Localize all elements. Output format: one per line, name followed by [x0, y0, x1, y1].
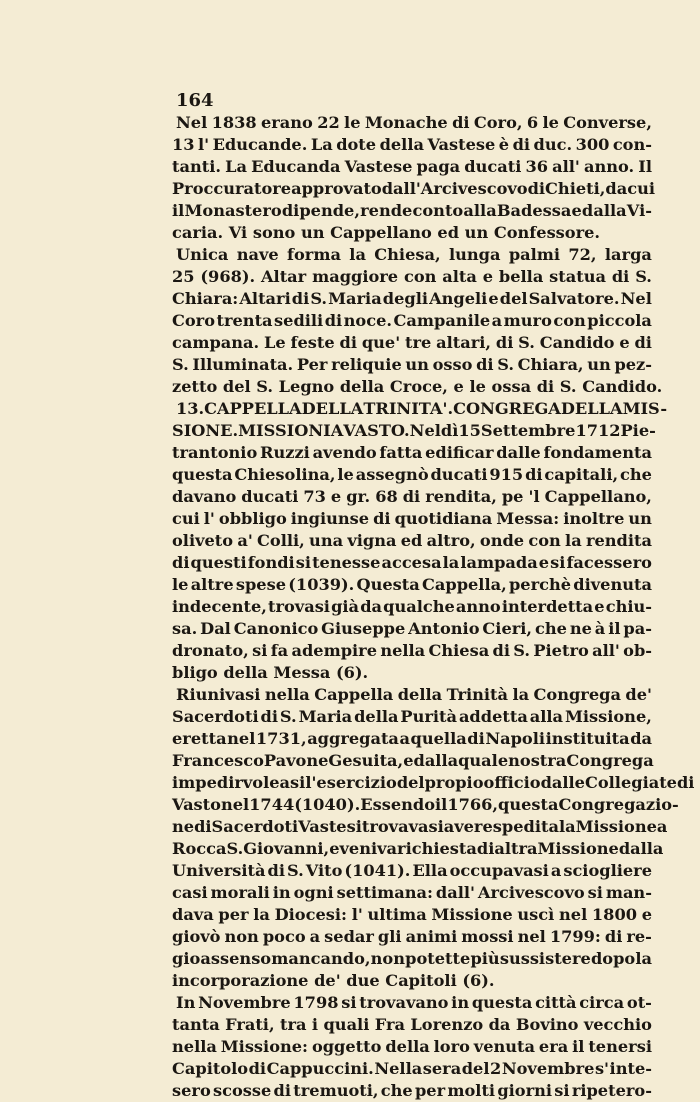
text-line: le altre spese (1039). Questa Cappella, perchè divenuta — [172, 575, 652, 594]
text-line: dronato, si fa adempire nella Chiesa di S. Pietro all' ob- — [172, 641, 652, 660]
text-line: giovò non poco a sedar gli animi mossi nel 1799: di re- — [172, 927, 652, 946]
text-line: zetto del S. Legno della Croce, e le ossa di S. Candido. — [172, 377, 663, 396]
text-line: Francesco Pavone Gesuita, ed alla quale nostra Congrega — [172, 751, 654, 770]
text-line: impedir voleasi l'esercizio del propio officio dalle Collegiate di — [172, 773, 695, 792]
text-line: Coro trenta sedili di noce. Campanile a muro con piccola — [172, 311, 652, 330]
text-line: In Novembre 1798 si trovavano in questa città circa ot- — [176, 993, 652, 1012]
text-line: caria. Vi sono un Cappellano ed un Confessore. — [172, 223, 601, 242]
text-line: il Monastero dipende, rende conto alla Badessa ed alla Vi- — [172, 201, 652, 220]
text-line: SIONE. MISSIONI A VASTO. Nel dì 15 Settembre 1712 Pie- — [172, 421, 656, 440]
text-line: campana. Le feste di que' tre altari, di S. Candido e di — [172, 333, 652, 352]
text-line: tanti. La Educanda Vastese paga ducati 36 all' anno. Il — [172, 157, 652, 176]
text-line: Unica nave forma la Chiesa, lunga palmi 72, larga — [176, 245, 652, 264]
text-line: tanta Frati, tra i quali Fra Lorenzo da Bovino vecchio — [172, 1015, 652, 1034]
text-line: indecente, trovasi già da qualche anno interdetta e chiu- — [172, 597, 652, 616]
text-line: dava per la Diocesi: l' ultima Missione uscì nel 1800 e — [172, 905, 652, 924]
text-line: questa Chiesolina, le assegnò ducati 915 di capitali, che — [172, 465, 652, 484]
text-line: bligo della Messa (6). — [172, 663, 369, 682]
text-line: trantonio Ruzzi avendo fatta edificar dalle fondamenta — [172, 443, 652, 462]
text-line: sero scosse di tremuoti, che per molti giorni si ripetero- — [172, 1081, 652, 1100]
page-number: 164 — [176, 90, 214, 111]
text-line: di questi fondi si tenesse accesa la lampada e si facessero — [172, 553, 652, 572]
text-line: 13. CAPPELLA DELLA TRINITA'. CONGREGA DELLA MIS- — [176, 399, 668, 418]
text-line: 25 (968). Altar maggiore con alta e bella statua di S. — [172, 267, 652, 286]
text-line: Riunivasi nella Cappella della Trinità la Congrega de' — [176, 685, 652, 704]
text-line: gio assenso mancando, non potette più sussistere dopo la — [172, 949, 652, 968]
text-line: casi morali in ogni settimana: dall' Arcivescovo si man- — [172, 883, 652, 902]
text-line: Nel 1838 erano 22 le Monache di Coro, 6 le Converse, — [176, 113, 652, 132]
text-line: davano ducati 73 e gr. 68 di rendita, pe 'l Cappellano, — [172, 487, 652, 506]
text-line: Vasto nel 1744 (1040). Essendo il 1766, questa Congregazio- — [172, 795, 679, 814]
text-line: Università di S. Vito (1041). Ella occupavasi a sciogliere — [172, 861, 652, 880]
text-line: incorporazione de' due Capitoli (6). — [172, 971, 495, 990]
text-line: nella Missione: oggetto della loro venuta era il tenersi — [172, 1037, 652, 1056]
text-line: Sacerdoti di S. Maria della Purità addetta alla Missione, — [172, 707, 652, 726]
text-line: ne di Sacerdoti Vastesi trovavasi avere spedita la Missione a — [172, 817, 668, 836]
page-text — [172, 112, 695, 1102]
text-line: Proccuratore approvato dall'Arcivescovo di Chieti, da cui — [172, 179, 656, 198]
text-line: oliveto a' Colli, una vigna ed altro, onde con la rendita — [172, 531, 652, 550]
text-line: cui l' obbligo ingiunse di quotidiana Messa: inoltre un — [172, 509, 652, 528]
text-line: Rocca S. Giovanni, e veniva richiesta di altra Missione dalla — [172, 839, 664, 858]
text-line: sa. Dal Canonico Giuseppe Antonio Cieri, che ne à il pa- — [172, 619, 652, 638]
text-line: Capitolo di Cappuccini. Nella sera del 2 Novembre s' inte- — [172, 1059, 652, 1078]
text-line: S. Illuminata. Per reliquie un osso di S. Chiara, un pez- — [172, 355, 652, 374]
text-line: 13 l' Educande. La dote della Vastese è di duc. 300 con- — [172, 135, 652, 154]
text-line: Chiara: Altari di S. Maria degli Angeli e del Salvatore. Nel — [172, 289, 652, 308]
text-line: eretta nel 1731, aggregata a quella di Napoli instituita da — [172, 729, 652, 748]
